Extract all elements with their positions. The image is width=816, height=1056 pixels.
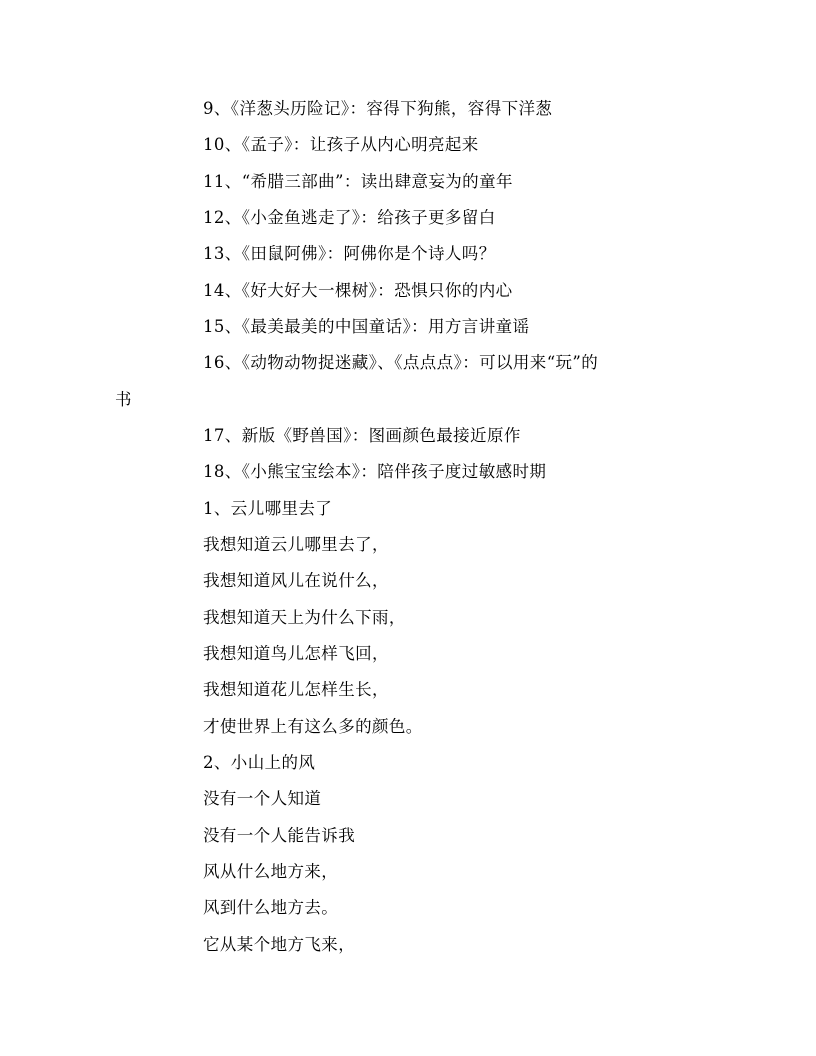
poem-2-line: 它从某个地方飞来， (203, 935, 356, 954)
book-list-item-14: 14、《好大好大一棵树》：恐惧只你的内心 (203, 281, 513, 300)
poem-1-line: 我想知道花儿怎样生长， (203, 680, 389, 699)
book-list-item-9: 9、《洋葱头历险记》：容得下狗熊，容得下洋葱 (203, 99, 553, 118)
book-list-item-16-wrap: 书 (115, 390, 132, 409)
book-list-item-16: 16、《动物动物捉迷藏》、《点点点》：可以用来“玩”的 (203, 353, 599, 372)
book-list-item-13: 13、《田鼠阿佛》：阿佛你是个诗人吗？ (203, 244, 496, 263)
poem-2-line: 风到什么地方去。 (203, 898, 339, 917)
book-list-item-12: 12、《小金鱼逃走了》：给孩子更多留白 (203, 208, 496, 227)
poem-2-line: 没有一个人能告诉我 (203, 826, 356, 845)
poem-1-line: 我想知道鸟儿怎样飞回， (203, 644, 389, 663)
poem-1-line: 我想知道天上为什么下雨， (203, 608, 406, 627)
poem-2-line: 没有一个人知道 (203, 789, 322, 808)
poem-2-line: 风从什么地方来， (203, 862, 339, 881)
poem-1-line: 我想知道云儿哪里去了， (203, 535, 389, 554)
book-list-item-11: 11、“希腊三部曲”：读出肆意妄为的童年 (203, 172, 513, 191)
poem-1-line: 才使世界上有这么多的颜色。 (203, 717, 423, 736)
book-list-item-10: 10、《孟子》：让孩子从内心明亮起来 (203, 135, 479, 154)
poem-1-title: 1、云儿哪里去了 (203, 499, 333, 518)
poem-1-line: 我想知道风儿在说什么， (203, 571, 389, 590)
book-list-item-15: 15、《最美最美的中国童话》：用方言讲童谣 (203, 317, 530, 336)
poem-2-title: 2、小山上的风 (203, 753, 316, 772)
book-list-item-18: 18、《小熊宝宝绘本》：陪伴孩子度过敏感时期 (203, 462, 547, 481)
book-list-item-17: 17、新版《野兽国》：图画颜色最接近原作 (203, 426, 521, 445)
